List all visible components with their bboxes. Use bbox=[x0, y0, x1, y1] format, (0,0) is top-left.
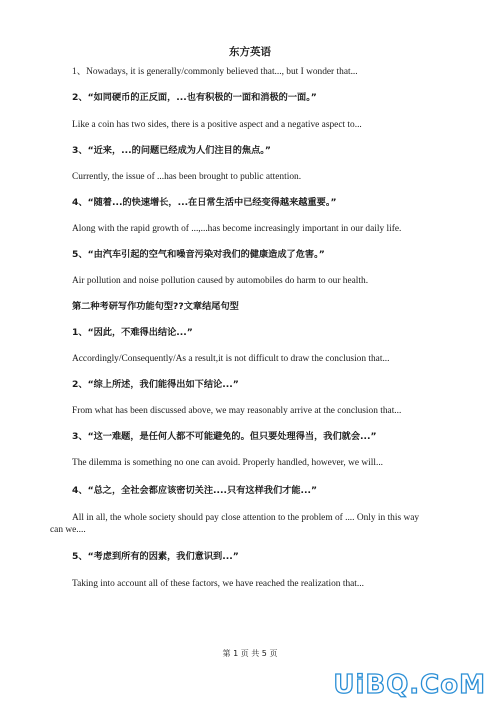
page-title: 东方英语 bbox=[229, 47, 271, 58]
text-paragraph: All in all, the whole society should pay close attention to the problem of .... Only in this way can we.... bbox=[50, 513, 420, 535]
text-line: Currently, the issue of ...has been brought to public attention. bbox=[72, 172, 302, 182]
text-line: 2、“综上所述，我们能得出如下结论...” bbox=[72, 379, 239, 390]
watermark-logo: UiBQ.CoM bbox=[333, 670, 486, 700]
text-line: 3、“近来，...的问题已经成为人们注目的焦点。” bbox=[72, 145, 271, 156]
text-line: Taking into account all of these factors, we have reached the realization that... bbox=[72, 579, 364, 589]
text-line: 5、“由汽车引起的空气和噪音污染对我们的健康造成了危害。” bbox=[72, 249, 325, 260]
page-footer: 第 1 页 共 5 页 bbox=[222, 649, 278, 658]
text-line: Along with the rapid growth of ...,...has become increasingly important in our daily life. bbox=[72, 224, 402, 234]
text-line: 2、“如同硬币的正反面，...也有积极的一面和消极的一面。” bbox=[72, 92, 317, 103]
text-line: 4、“总之，全社会都应该密切关注....只有这样我们才能...” bbox=[72, 485, 318, 496]
text-line: 1、“因此，不难得出结论...” bbox=[72, 327, 193, 338]
text-line: 5、“考虑到所有的因素，我们意识到...” bbox=[72, 551, 239, 562]
text-line: 1、Nowadays, it is generally/commonly believed that..., but I wonder that... bbox=[72, 67, 358, 77]
text-line: 3、“这一难题，是任何人都不可能避免的。但只要处理得当，我们就会...” bbox=[72, 431, 377, 442]
text-line: Air pollution and noise pollution caused by automobiles do harm to our health. bbox=[72, 276, 369, 286]
text-line: From what has been discussed above, we may reasonably arrive at the conclusion that... bbox=[72, 406, 402, 416]
section-heading: 第二种考研写作功能句型??文章结尾句型 bbox=[72, 301, 239, 312]
text-line: 4、“随着...的快速增长，...在日常生活中已经变得越来越重要。” bbox=[72, 197, 337, 208]
text-line: Like a coin has two sides, there is a positive aspect and a negative aspect to... bbox=[72, 120, 362, 130]
text-line: Accordingly/Consequently/As a result,it is not difficult to draw the conclusion that... bbox=[72, 354, 390, 364]
text-line: The dilemma is something no one can avoid. Properly handled, however, we will... bbox=[72, 458, 384, 468]
